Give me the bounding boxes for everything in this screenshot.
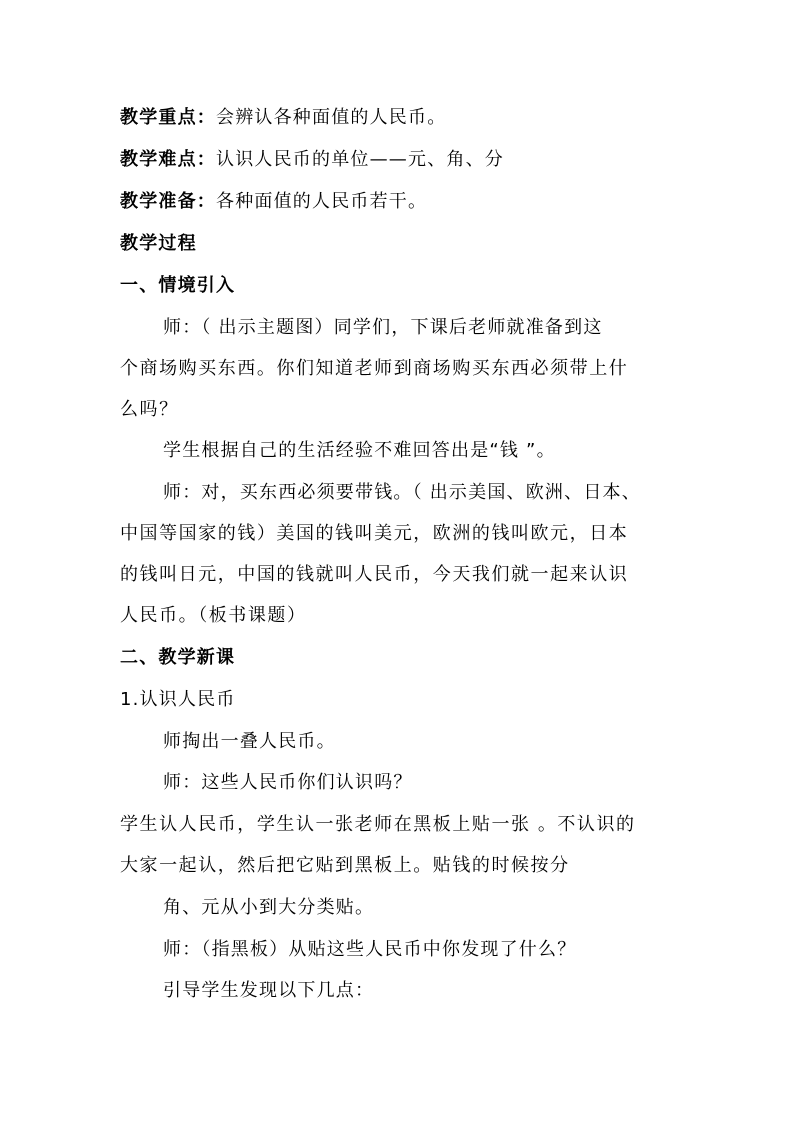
section-one-heading: 一、情境引入 <box>120 275 236 296</box>
paragraph-line: 的钱叫日元，中国的钱就叫人民币，今天我们就一起来认识 <box>120 564 629 585</box>
paragraph-line: 学生认人民币，学生认一张老师在黑板上贴一张 。不认识的 <box>120 814 636 835</box>
teaching-prep-text: 各种面值的人民币若干。 <box>216 191 428 212</box>
paragraph-line: 引导学生发现以下几点： <box>163 980 375 1001</box>
paragraph-line: 师：（指黑板）从贴这些人民币中你发现了什么？ <box>163 939 577 960</box>
paragraph-line: 师：（ 出示主题图）同学们，下课后老师就准备到这 <box>163 317 603 338</box>
paragraph-line: 么吗？ <box>120 399 179 420</box>
paragraph-line: 师掏出一叠人民币。 <box>163 731 336 752</box>
teaching-focus-line <box>120 106 680 130</box>
teaching-focus-text: 会辨认各种面值的人民币。 <box>216 107 447 128</box>
paragraph-line: 学生根据自己的生活经验不难回答出是“钱 ”。 <box>163 440 556 461</box>
paragraph-line: 师：这些人民币你们认识吗？ <box>163 772 413 793</box>
paragraph-line: 师：对，买东西必须要带钱。（ 出示美国、欧洲、日本、 <box>163 482 641 503</box>
teaching-focus-label: 教学重点： <box>120 107 216 128</box>
paragraph-line: 角、元从小到大分类贴。 <box>163 897 375 918</box>
paragraph-line: 人民币。（板书课题） <box>120 605 307 626</box>
teaching-process-heading: 教学过程 <box>120 233 197 254</box>
subsection-heading: 1.认识人民币 <box>120 689 236 710</box>
section-two-heading: 二、教学新课 <box>120 647 236 668</box>
paragraph-line: 中国等国家的钱）美国的钱叫美元，欧洲的钱叫欧元，日本 <box>120 523 629 544</box>
paragraph-line: 大家一起认，然后把它贴到黑板上。贴钱的时候按分 <box>120 855 570 876</box>
teaching-difficulty-label: 教学难点： <box>120 149 216 170</box>
paragraph-line: 个商场购买东西。你们知道老师到商场购买东西必须带上什 <box>120 358 629 379</box>
teaching-prep-label: 教学准备： <box>120 191 216 212</box>
teaching-difficulty-line <box>120 148 680 172</box>
teaching-difficulty-text: 认识人民币的单位——元、角、分 <box>216 149 504 170</box>
teaching-prep-line <box>120 190 680 214</box>
